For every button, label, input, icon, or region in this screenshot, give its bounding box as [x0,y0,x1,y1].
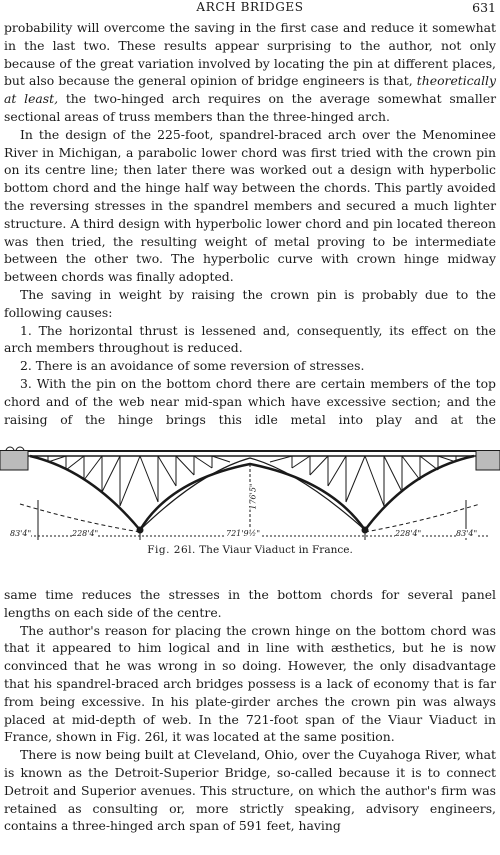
list-item: 2. There is an avoidance of some reversion of stresses. [20,358,365,374]
dimension-left-span: 228'4" [72,529,99,538]
dimension-left-end: 83'4" [10,529,32,538]
paragraph: The author's reason for placing the crown hinge on the bottom chord was that it appeared to him logical and in line with æsthetics, but he is now convinced that he was wrong in so doing. However, the only disadvantage that his spandrel-braced arch bridges possess is a lack of economy that is far from being excessive. In his plate-girder arches the crown pin was always placed at mid-depth of web. In the 721-foot span of the Viaur Viaduct in France, shown in Fig. 26l, it was located at the same position. [4,622,496,745]
running-header [0,0,500,18]
paragraph: The saving in weight by raising the crown pin is probably due to the following causes: [4,286,496,320]
caption-label: Fig. 26l. [147,544,196,556]
page-number: 631 [472,0,496,15]
paragraph: same time reduces the stresses in the bottom chords for several panel lengths on each side of the centre. [4,587,496,620]
paragraph: In the design of the 225-foot, spandrel-braced arch over the Menominee River in Michigan, a parabolic lower chord was first tried with the crown pin on its centre line; then later there was worked out a design with hyperbolic bottom chord and the hinge half way between the chords. This partly avoided the reversing stresses in the spandrel members and secured a much lighter structure. A third design with hyperbolic lower chord and pin located thereon was then tried, the resulting weight of metal proving to be intermediate between the other two. The hyperbolic curve with crown hinge midway between chords was finally adopted. [4,126,496,285]
running-title: ARCH BRIDGES [196,0,304,14]
caption-text: The Viaur Viaduct in France. [199,544,353,556]
figure-caption [0,544,500,556]
dimension-rise: 176'5" [248,483,258,510]
dimension-right-span: 228'4" [395,529,422,538]
dimension-right-end: 83'4" [456,529,478,538]
list-item: 3. With the pin on the bottom chord there are certain members of the top chord and of the web near mid-span which have excessive section; and the raising of the hinge brings this idle metal into play and at the [4,375,496,427]
text-block-bottom [4,586,496,835]
list-item: 1. The horizontal thrust is lessened and, consequently, its effect on the arch members throughout is reduced. [4,322,496,356]
dimension-center-span: 721'9½" [226,529,260,538]
text-block-top [4,19,496,428]
paragraph: There is now being built at Cleveland, Ohio, over the Cuyahoga River, what is known as the Detroit-Superior Bridge, so-called because it is to connect Detroit and Superior avenues. This structure, on which the author's firm was retained as consulting or, more strictly speaking, advisory engineers, contains a three-hinged arch span of 591 feet, having [4,747,496,834]
emphasis: theoretically at least, [4,73,496,107]
paragraph: probability will overcome the saving in the first case and reduce it somewhat in the last two. These results appear surprising to the author, not only because of the great variation involved by locating the pin at different places, but also because the general opinion of bridge engineers is that, theoretically at least, the two-hinged arch requires on the average somewhat smaller sectional areas of truss members than the three-hinged arch. [4,20,496,124]
